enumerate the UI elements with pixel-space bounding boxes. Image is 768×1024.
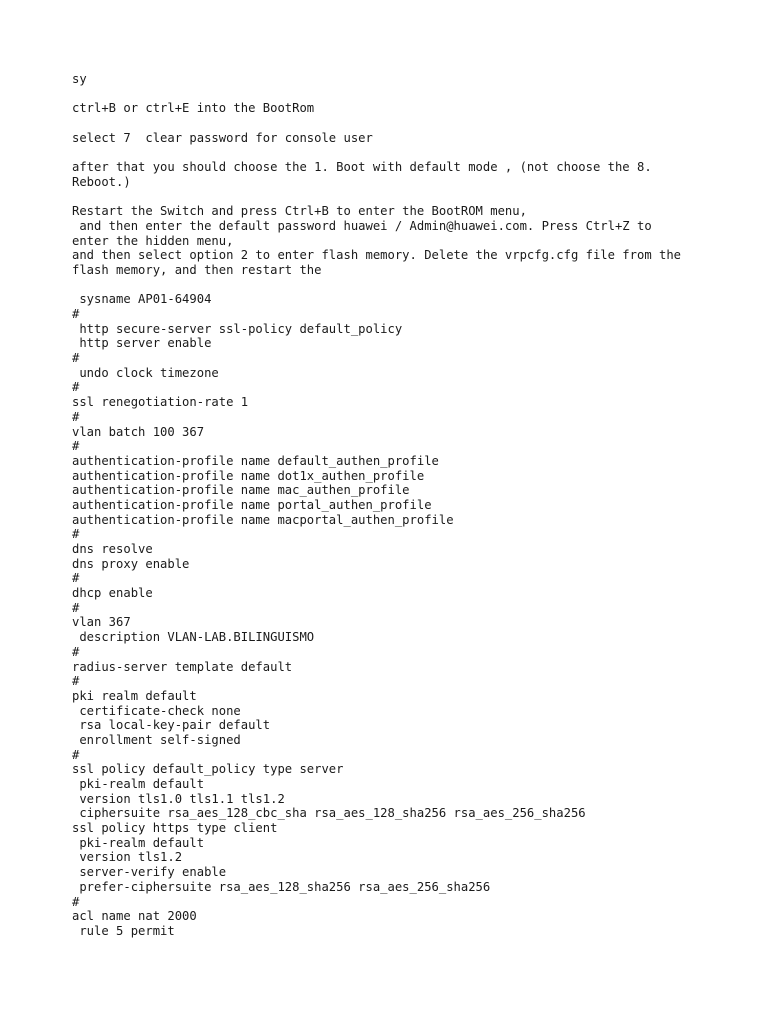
text-line: # <box>72 644 80 659</box>
text-line: select 7 clear password for console user <box>72 130 373 145</box>
text-line: authentication-profile name macportal_authen_profile <box>72 512 454 527</box>
text-line: # <box>72 409 80 424</box>
text-line: sysname AP01-64904 <box>72 292 212 307</box>
text-line: and then select option 2 to enter flash memory. Delete the vrpcfg.cfg file from the <box>72 248 682 263</box>
text-line: dhcp enable <box>72 586 153 601</box>
text-line: undo clock timezone <box>72 365 219 380</box>
text-line: http secure-server ssl-policy default_policy <box>72 321 403 336</box>
text-line: ctrl+B or ctrl+E into the BootRom <box>72 101 315 116</box>
text-line: rule 5 permit <box>72 923 175 938</box>
text-line: authentication-profile name default_authen_profile <box>72 453 439 468</box>
text-line: and then enter the default password huawei / Admin@huawei.com. Press Ctrl+Z to <box>72 218 652 233</box>
text-line: # <box>72 380 80 395</box>
text-line: pki-realm default <box>72 777 205 791</box>
text-line: # <box>72 527 80 542</box>
text-line: # <box>72 674 80 689</box>
text-line: after that you should choose the 1. Boot with default mode , (not choose the 8. <box>72 160 652 175</box>
text-line: dns resolve <box>72 542 153 556</box>
text-line: enrollment self-signed <box>72 732 241 747</box>
text-line: http server enable <box>72 336 212 351</box>
text-line: ciphersuite rsa_aes_128_cbc_sha rsa_aes_128_sha256 rsa_aes_256_sha256 <box>72 806 586 821</box>
text-line: # <box>72 439 80 454</box>
text-line: vlan 367 <box>72 615 131 630</box>
text-line: # <box>72 747 80 762</box>
text-line: enter the hidden menu, <box>72 233 234 248</box>
text-line: # <box>72 600 80 615</box>
text-line: pki-realm default <box>72 835 205 850</box>
blank-line <box>72 278 732 293</box>
text-line: authentication-profile name dot1x_authen_profile <box>72 468 425 483</box>
text-line: vlan batch 100 367 <box>72 424 205 439</box>
text-line: sy <box>72 72 87 86</box>
blank-line <box>72 116 732 131</box>
blank-line <box>72 87 732 102</box>
text-line: # <box>72 894 80 909</box>
text-line: description VLAN-LAB.BILINGUISMO <box>72 630 315 645</box>
text-line: radius-server template default <box>72 659 293 674</box>
text-line: server-verify enable <box>72 865 227 880</box>
text-line: Reboot.) <box>72 174 131 189</box>
text-line: rsa local-key-pair default <box>72 718 271 733</box>
text-line: # <box>72 307 80 321</box>
text-line: acl name nat 2000 <box>72 909 197 924</box>
text-line: version tls1.2 <box>72 850 183 865</box>
blank-line <box>72 190 732 205</box>
text-line: version tls1.0 tls1.1 tls1.2 <box>72 791 285 806</box>
text-line: authentication-profile name portal_authen_profile <box>72 497 432 512</box>
text-line: dns proxy enable <box>72 556 190 571</box>
text-line: ssl policy https type client <box>72 821 278 836</box>
document-page <box>72 72 732 939</box>
text-line: ssl renegotiation-rate 1 <box>72 395 249 410</box>
text-line: authentication-profile name mac_authen_profile <box>72 483 410 498</box>
text-line: Restart the Switch and press Ctrl+B to enter the BootROM menu, <box>72 204 527 219</box>
text-line: flash memory, and then restart the <box>72 262 322 277</box>
text-line: prefer-ciphersuite rsa_aes_128_sha256 rsa_aes_256_sha256 <box>72 879 491 894</box>
text-line: ssl policy default_policy type server <box>72 762 344 777</box>
text-line: # <box>72 571 80 586</box>
text-line: pki realm default <box>72 688 197 703</box>
blank-line <box>72 145 732 160</box>
text-line: certificate-check none <box>72 703 241 718</box>
text-line: # <box>72 351 80 366</box>
